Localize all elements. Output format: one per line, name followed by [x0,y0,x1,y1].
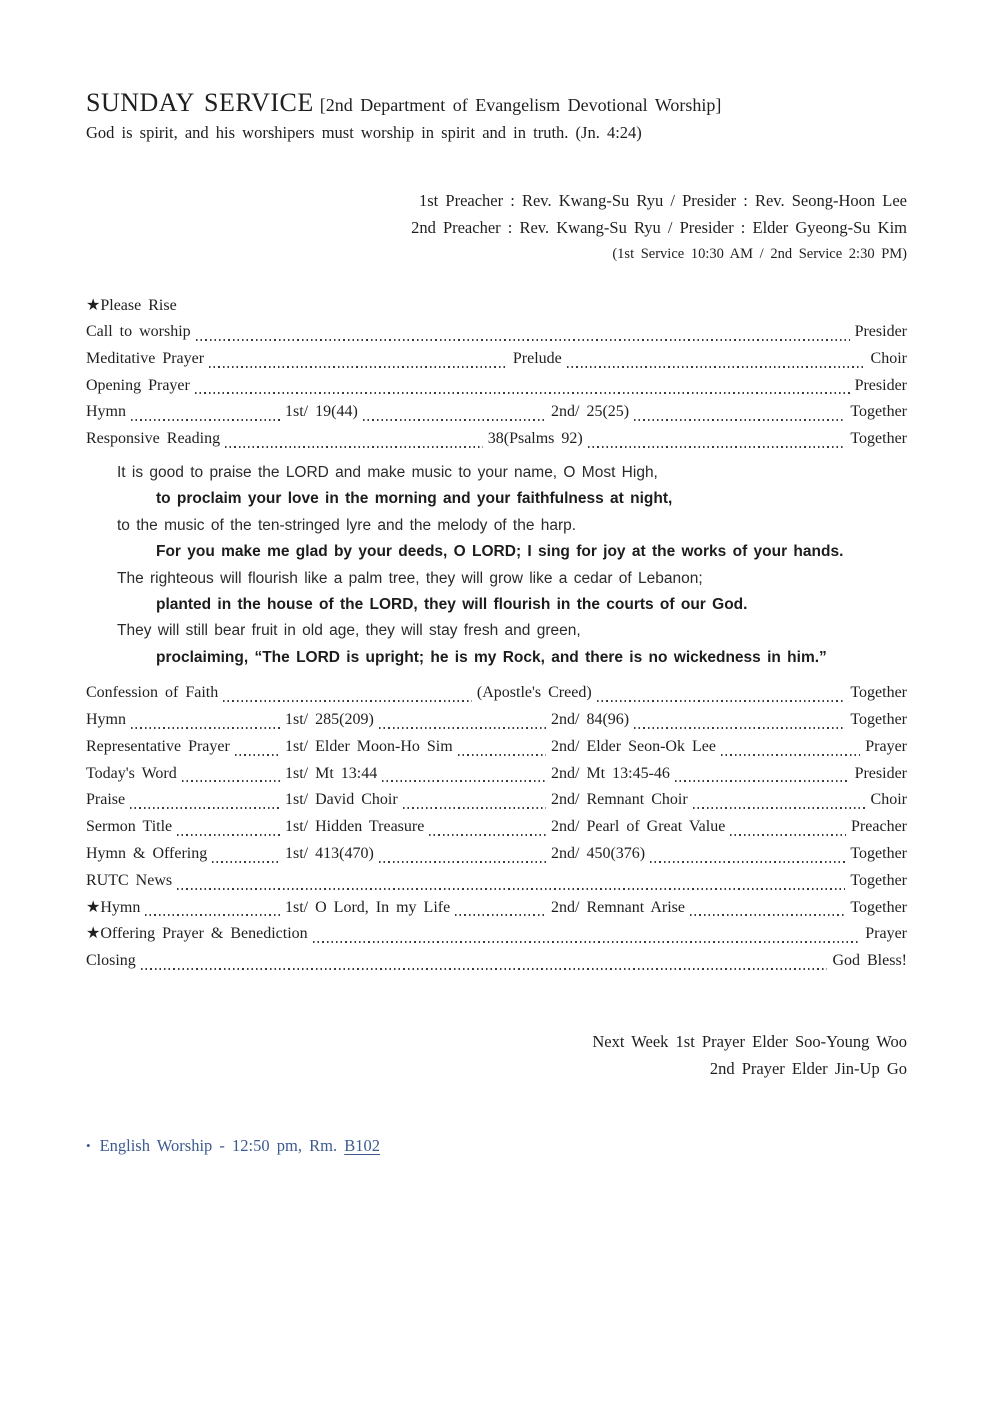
order-row [86,814,907,841]
title-line [86,88,907,118]
dot-leader [313,941,861,943]
dot-leader [131,727,280,729]
order-row [86,734,907,761]
order-row-second-cell [551,399,850,426]
dot-leader [212,861,280,863]
order-row-first-cell [285,814,551,841]
row-role: Together [850,845,907,863]
row-second-value: 2nd/ Mt 13:45-46 [551,764,670,782]
dot-leader [130,807,280,809]
order-row-label-cell [86,707,285,734]
order-row [86,707,907,734]
order-row [86,680,907,707]
row-role: Prayer [865,925,907,943]
row-label: Call to worship [86,323,191,340]
dot-leader [458,754,546,756]
psalm-line: The righteous will flourish like a palm tree, they will grow like a cedar of Lebanon; [117,569,703,587]
order-row-second-cell [551,814,851,841]
row-label: Hymn [86,403,126,421]
order-row [86,319,907,346]
psalm-line: proclaiming, “The LORD is upright; he is my Rock, and there is no wickedness in him.” [156,648,827,666]
order-row [86,868,907,895]
dot-leader [145,914,280,916]
dot-leader [177,888,845,890]
row-second-value: 2nd/ Remnant Arise [551,898,685,916]
order-row-first-cell [285,895,551,922]
order-row [86,399,907,426]
dot-leader [634,419,845,421]
dot-leader [182,780,280,782]
page-title-bracket: [2nd Department of Evangelism Devotional Worship] [319,95,722,115]
row-label: Closing [86,952,136,970]
psalm-line: For you make me glad by your deeds, O LORD; I sing for joy at the works of your hands. [156,543,844,561]
order-row-first-cell [285,707,551,734]
dot-leader [195,392,850,394]
row-label: Hymn & Offering [86,845,208,863]
order-row-label-cell [86,841,285,868]
order-row [86,426,907,453]
row-role: Presider [854,764,907,782]
dot-leader [455,914,546,916]
psalm-line: planted in the house of the LORD, they will flourish in the courts of our God. [156,596,748,614]
row-label: Opening Prayer [86,376,190,394]
dot-leader [634,727,845,729]
order-row [86,948,907,975]
row-second-value: 2nd/ 25(25) [551,403,630,421]
row-label: Confession of Faith [86,684,219,702]
dot-leader [379,727,546,729]
dot-leader [225,446,483,448]
dot-leader [177,834,280,836]
row-center-value: 38(Psalms 92) [487,430,583,448]
order-row-label-cell [86,787,285,814]
row-role: Together [850,871,907,889]
row-role: Preacher [851,818,907,836]
english-worship-note [86,1136,907,1156]
order-row-second-cell [551,734,865,761]
order-row-label-cell [86,895,285,922]
row-role: Together [850,898,907,916]
english-worship-text: English Worship - 12:50 pm, Rm. [99,1136,338,1155]
dot-leader [131,419,280,421]
row-first-value: 1st/ 413(470) [285,845,374,863]
dot-leader [196,339,850,341]
order-row-label-cell [86,399,285,426]
dot-leader [379,861,546,863]
order-row-label-cell [86,734,285,761]
order-row [86,373,907,400]
row-role: God Bless! [832,952,907,970]
row-label: Sermon Title [86,818,173,836]
dot-leader [650,861,845,863]
row-role: Together [850,684,908,702]
row-second-value: 2nd/ 84(96) [551,711,630,729]
dot-leader [693,807,866,809]
dot-leader [363,419,546,421]
please-rise-note: ★Please Rise [86,297,177,314]
order-row [86,895,907,922]
row-label: Hymn [86,711,126,729]
page-title: SUNDAY SERVICE [86,88,314,117]
order-row [86,761,907,788]
order-row-label-cell [86,761,285,788]
order-row-first-cell [285,841,551,868]
dot-leader [567,366,866,368]
row-first-value: 1st/ Mt 13:44 [285,764,378,782]
service-times: (1st Service 10:30 AM / 2nd Service 2:30 PM) [612,246,907,262]
order-row-second-cell [551,787,871,814]
dot-leader [141,968,828,970]
dot-leader [429,834,546,836]
row-center-value: Prelude [512,349,562,367]
row-role: Prayer [865,737,907,755]
order-row-first-cell [285,399,551,426]
row-label: Representative Prayer [86,737,230,755]
row-first-value: 1st/ 19(44) [285,403,358,421]
order-row [86,921,907,948]
psalm-line: It is good to praise the LORD and make music to your name, O Most High, [117,463,658,481]
dot-leader [403,807,546,809]
row-second-value: 2nd/ 450(376) [551,845,646,863]
bullet-icon: • [86,1138,91,1153]
order-of-worship-part-2 [86,680,907,975]
next-week-line-1: Next Week 1st Prayer Elder Soo-Young Woo [592,1032,907,1051]
next-week-line-2: 2nd Prayer Elder Jin-Up Go [709,1058,907,1078]
order-row [86,346,907,373]
row-first-value: 1st/ O Lord, In my Life [285,898,451,916]
row-label: Praise [86,791,126,809]
row-role: Together [850,430,908,448]
dot-leader [382,780,546,782]
next-week-info [86,1029,907,1082]
order-row-first-cell [285,761,551,788]
preacher-line-1: 1st Preacher : Rev. Kwang-Su Ryu / Presider : Rev. Seong-Hoon Lee [419,191,907,210]
row-label: RUTC News [86,871,173,889]
responsive-reading-text [117,460,907,671]
scripture-subtitle: God is spirit, and his worshipers must worship in spirit and in truth. (Jn. 4:24) [86,123,642,142]
order-row-first-cell [285,787,551,814]
row-center-value: (Apostle's Creed) [476,684,592,702]
dot-leader [721,754,860,756]
row-label: ★Hymn [86,898,141,916]
row-first-value: 1st/ Hidden Treasure [285,818,425,836]
dot-leader [209,366,508,368]
order-row-second-cell [551,707,850,734]
row-first-value: 1st/ David Choir [285,791,398,809]
row-role: Choir [870,791,907,809]
order-row [86,787,907,814]
row-first-value: 1st/ Elder Moon-Ho Sim [285,737,453,755]
psalm-line: to the music of the ten-stringed lyre and the melody of the harp. [117,516,577,534]
row-role: Presider [854,376,907,394]
row-second-value: 2nd/ Pearl of Great Value [551,818,726,836]
row-second-value: 2nd/ Remnant Choir [551,791,688,809]
row-label: Responsive Reading [86,430,221,448]
row-role: Presider [854,323,907,340]
row-label: Meditative Prayer [86,349,205,367]
dot-leader [730,834,846,836]
row-second-value: 2nd/ Elder Seon-Ok Lee [551,737,716,755]
row-first-value: 1st/ 285(209) [285,711,374,729]
row-role: Choir [870,349,907,367]
order-of-worship-part-1 [86,319,907,453]
dot-leader [690,914,845,916]
preacher-info [86,187,907,268]
order-row [86,841,907,868]
header [86,88,907,145]
dot-leader [675,780,850,782]
dot-leader [597,700,846,702]
row-role: Together [850,711,907,729]
row-label: Today's Word [86,764,177,782]
dot-leader [588,446,846,448]
order-row-label-cell [86,814,285,841]
order-row-second-cell [551,895,850,922]
psalm-line: They will still bear fruit in old age, they will stay fresh and green, [117,622,581,640]
dot-leader [223,700,472,702]
order-row-first-cell [285,734,551,761]
dot-leader [235,754,280,756]
preacher-line-2: 2nd Preacher : Rev. Kwang-Su Ryu / Presider : Elder Gyeong-Su Kim [411,218,907,237]
order-row-second-cell [551,841,850,868]
psalm-line: to proclaim your love in the morning and your faithfulness at night, [156,490,673,508]
row-label: ★Offering Prayer & Benediction [86,925,308,943]
order-row-second-cell [551,761,855,788]
room-link[interactable]: B102 [344,1136,380,1155]
row-role: Together [850,403,907,421]
